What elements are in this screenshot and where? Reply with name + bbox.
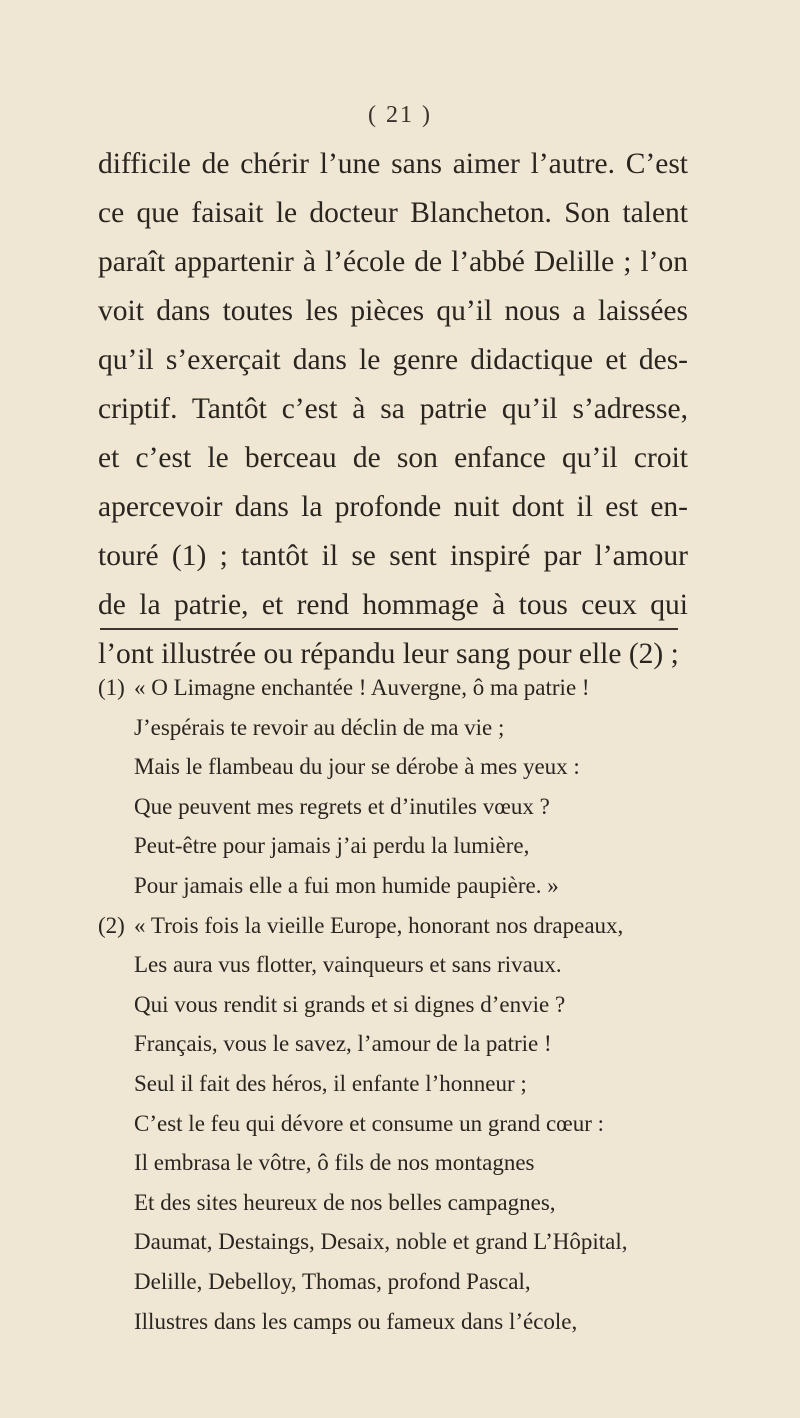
footnote-line: Français, vous le savez, l’amour de la patrie ! [134,1031,552,1057]
footnote-line [98,906,698,946]
footnote-marker: (1) [98,675,125,700]
footnote-line [98,668,698,708]
footnote-text: « Trois fois la vieille Europe, honorant nos drapeaux, [134,912,624,938]
footnote-line: Qui vous rendit si grands et si dignes d’envie ? [134,991,566,1017]
body-line: paraît appartenir à l’école de l’abbé Delille ; l’on [98,246,688,278]
footnote-separator [100,628,678,630]
footnotes [98,668,698,1341]
body-line: criptif. Tantôt c’est à sa patrie qu’il s’adresse, [98,393,688,425]
footnote-marker: (2) [98,912,125,938]
footnote-line: Les aura vus flotter, vainqueurs et sans rivaux. [134,952,562,978]
footnote-line: Que peuvent mes regrets et d’inutiles vœux ? [134,793,550,819]
body-line: de la patrie, et rend hommage à tous ceux qui [98,589,688,621]
footnote-line: Et des sites heureux de nos belles campagnes, [134,1189,556,1215]
footnote-line: Pour jamais elle a fui mon humide paupière. » [134,872,559,898]
body-line: ce que faisait le docteur Blancheton. Son talent [98,197,688,229]
footnote-line: Illustres dans les camps ou fameux dans l’école, [134,1308,578,1334]
body-line: voit dans toutes les pièces qu’il nous a laissées [98,295,688,327]
footnote-1 [98,668,698,906]
footnote-line: Seul il fait des héros, il enfante l’honneur ; [134,1070,527,1096]
footnote-line: Il embrasa le vôtre, ô fils de nos montagnes [134,1150,535,1176]
footnote-text: « O Limagne enchantée ! Auvergne, ô ma patrie ! [134,675,590,700]
body-line: qu’il s’exerçait dans le genre didactique et des- [98,344,688,376]
footnote-line: J’espérais te revoir au déclin de ma vie ; [134,714,505,740]
footnote-2 [98,906,698,1342]
footnote-line: C’est le feu qui dévore et consume un grand cœur : [134,1110,605,1136]
body-line: apercevoir dans la profonde nuit dont il est en- [98,491,688,523]
footnote-line: Daumat, Destaings, Desaix, noble et grand L’Hôpital, [134,1229,628,1255]
footnote-line: Mais le flambeau du jour se dérobe à mes yeux : [134,754,580,780]
body-line: et c’est le berceau de son enfance qu’il croit [98,442,688,474]
body-line: difficile de chérir l’une sans aimer l’autre. C’est [98,148,688,180]
page-number: ( 21 ) [368,102,432,128]
body-text [98,140,688,679]
footnote-line: Delille, Debelloy, Thomas, profond Pascal, [134,1268,531,1294]
body-line: touré (1) ; tantôt il se sent inspiré par l’amour [98,540,688,572]
body-line: l’ont illustrée ou répandu leur sang pour elle (2) ; [98,638,679,670]
footnote-line: Peut-être pour jamais j’ai perdu la lumière, [134,833,530,859]
